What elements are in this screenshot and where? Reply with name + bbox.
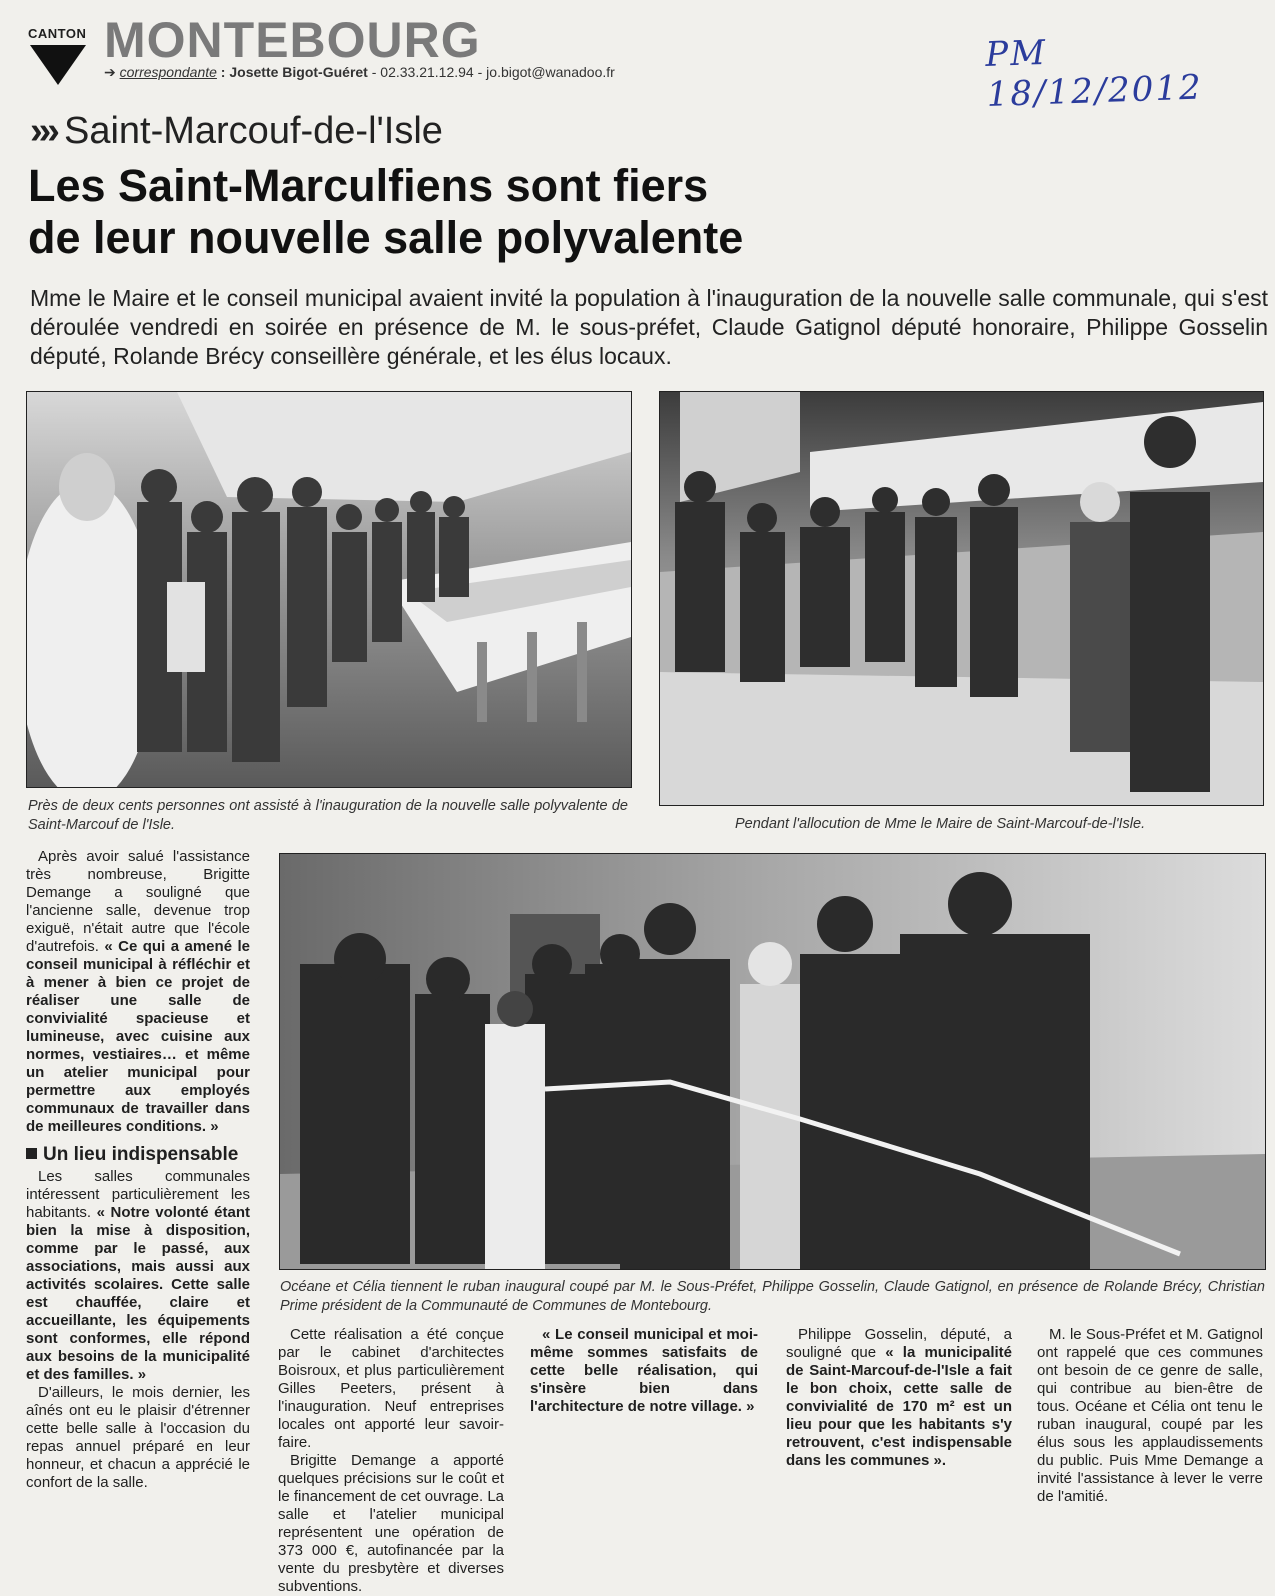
canton-badge [28,26,92,85]
caption-photo-1: Près de deux cents personnes ont assisté à l'inauguration de la nouvelle salle polyvalente de Saint-Marcouf de l'Isle. [28,798,628,833]
canton-triangle-icon [30,45,86,85]
kicker-text: Saint-Marcouf-de-l'Isle [63,110,443,152]
article-headline [28,160,1248,264]
article-intro: Mme le Maire et le conseil municipal avaient invité la population à l'inauguration de la nouvelle salle communale, qui s'est déroulée vendredi en soirée en présence de M. le sous-préfet, Claude Gatignol député honoraire, Philippe Gosselin député, Rolande Brécy conseillère générale, et les élus locaux. [30,285,1268,369]
paragraph-5: Brigitte Demange a apporté quelques précisions sur le coût et le financement de cet ouvrage. La salle et l'atelier municipal représentent une opération de 373 000 €, autofinancée par la vente du presbytère et diverses subventions. [278,1452,504,1595]
article-column-1 [26,848,250,1492]
canton-label: CANTON [28,26,87,41]
square-bullet-icon [26,1148,37,1159]
correspondent-email: jo.bigot@wanadoo.fr [486,64,615,80]
correspondent-phone: 02.33.21.12.94 [380,64,474,80]
arrow-right-icon: ➔ [104,64,120,80]
kicker-chevrons-icon: ››› [30,110,56,152]
town-title: MONTEBOURG [104,12,481,68]
photo-crowd-hall [26,391,632,788]
article-column-5 [1037,1326,1263,1506]
paragraph-7: Philippe Gosselin, député, a souligné que « la municipalité de Saint-Marcouf-de-l'Isle a fait le bon choix, cette salle de convivialité de 170 m² est un lieu pour que les habitants s'y retrouvent, c'est indispensable dans les communes ». [786,1326,1012,1469]
paragraph-1: Après avoir salué l'assistance très nombreuse, Brigitte Demange a souligné que l'ancienne salle, devenue trop exiguë, n'était autre que l'école d'autrefois. « Ce qui a amené le conseil municipal à réfléchir et à mener à bien ce projet de réaliser une salle de convivialité spacieuse et lumineuse, avec cuisine aux normes, vestiaires… et même un atelier municipal pour permettre aux employés communaux de travailler dans de meilleures conditions. » [26,848,250,1135]
photo-mayor-speech [659,391,1264,806]
photo-ribbon-cutting [279,853,1266,1270]
paragraph-6: « Le conseil municipal et moi-même sommes satisfaits de cette belle réalisation, qui s'insère bien dans l'architecture de notre village. » [530,1326,758,1415]
caption-photo-2: Pendant l'allocution de Mme le Maire de Saint-Marcouf-de-l'Isle. [735,816,1146,832]
headline-line-2: de leur nouvelle salle polyvalente [28,212,744,263]
paragraph-2: Les salles communales intéressent particulièrement les habitants. « Notre volonté étant bien la mise à disposition, comme par le passé, aux associations, mais aussi aux activités scolaires. Cette salle est chauffée, claire et accueillante, les équipements sont conformes, elle répond aux besoins de la municipalité et des familles. » [26,1168,251,1383]
correspondent-line: ➔ correspondante : Josette Bigot-Guéret - 02.33.21.12.94 - jo.bigot@wanadoo.fr [104,64,615,80]
article-kicker [30,110,443,153]
article-column-3 [530,1326,758,1416]
article-column-2 [278,1326,504,1596]
paragraph-8: M. le Sous-Préfet et M. Gatignol ont rappelé que ces communes ont besoin de ce genre de salle, qui contribue au bien-être de tous. Océane et Célia ont tenu le ruban inaugural, coupé par les élus sous les applaudissements du public. Puis Mme Demange a invité l'assistance à lever le verre de l'amitié. [1037,1326,1263,1505]
paragraph-3: D'ailleurs, le mois dernier, les aînés ont eu le plaisir d'étrenner cette belle salle à l'occasion du repas annuel préparé en leur honneur, et chacun a apprécié le confort de la salle. [26,1384,250,1491]
subheading: Un lieu indispensable [26,1146,250,1164]
correspondent-label: correspondante [119,64,217,80]
caption-photo-3: Océane et Célia tiennent le ruban inaugural coupé par M. le Sous-Préfet, Philippe Gosselin, Claude Gatignol, en présence de Rolande Brécy, Christian Prime président de la Communauté de Communes de Montebourg. [280,1279,1265,1314]
article-column-4 [786,1326,1012,1470]
headline-line-1: Les Saint-Marculfiens sont fiers [28,160,709,211]
correspondent-name: Josette Bigot-Guéret [229,64,368,80]
paragraph-4: Cette réalisation a été conçue par le cabinet d'architectes Boisroux, et plus particulièrement Gilles Peeters, présent à l'inauguration. Neuf entreprises locales ont apporté leur savoir-faire. [278,1326,504,1451]
handwritten-date-note: PM 18/12/2012 [984,32,1204,116]
